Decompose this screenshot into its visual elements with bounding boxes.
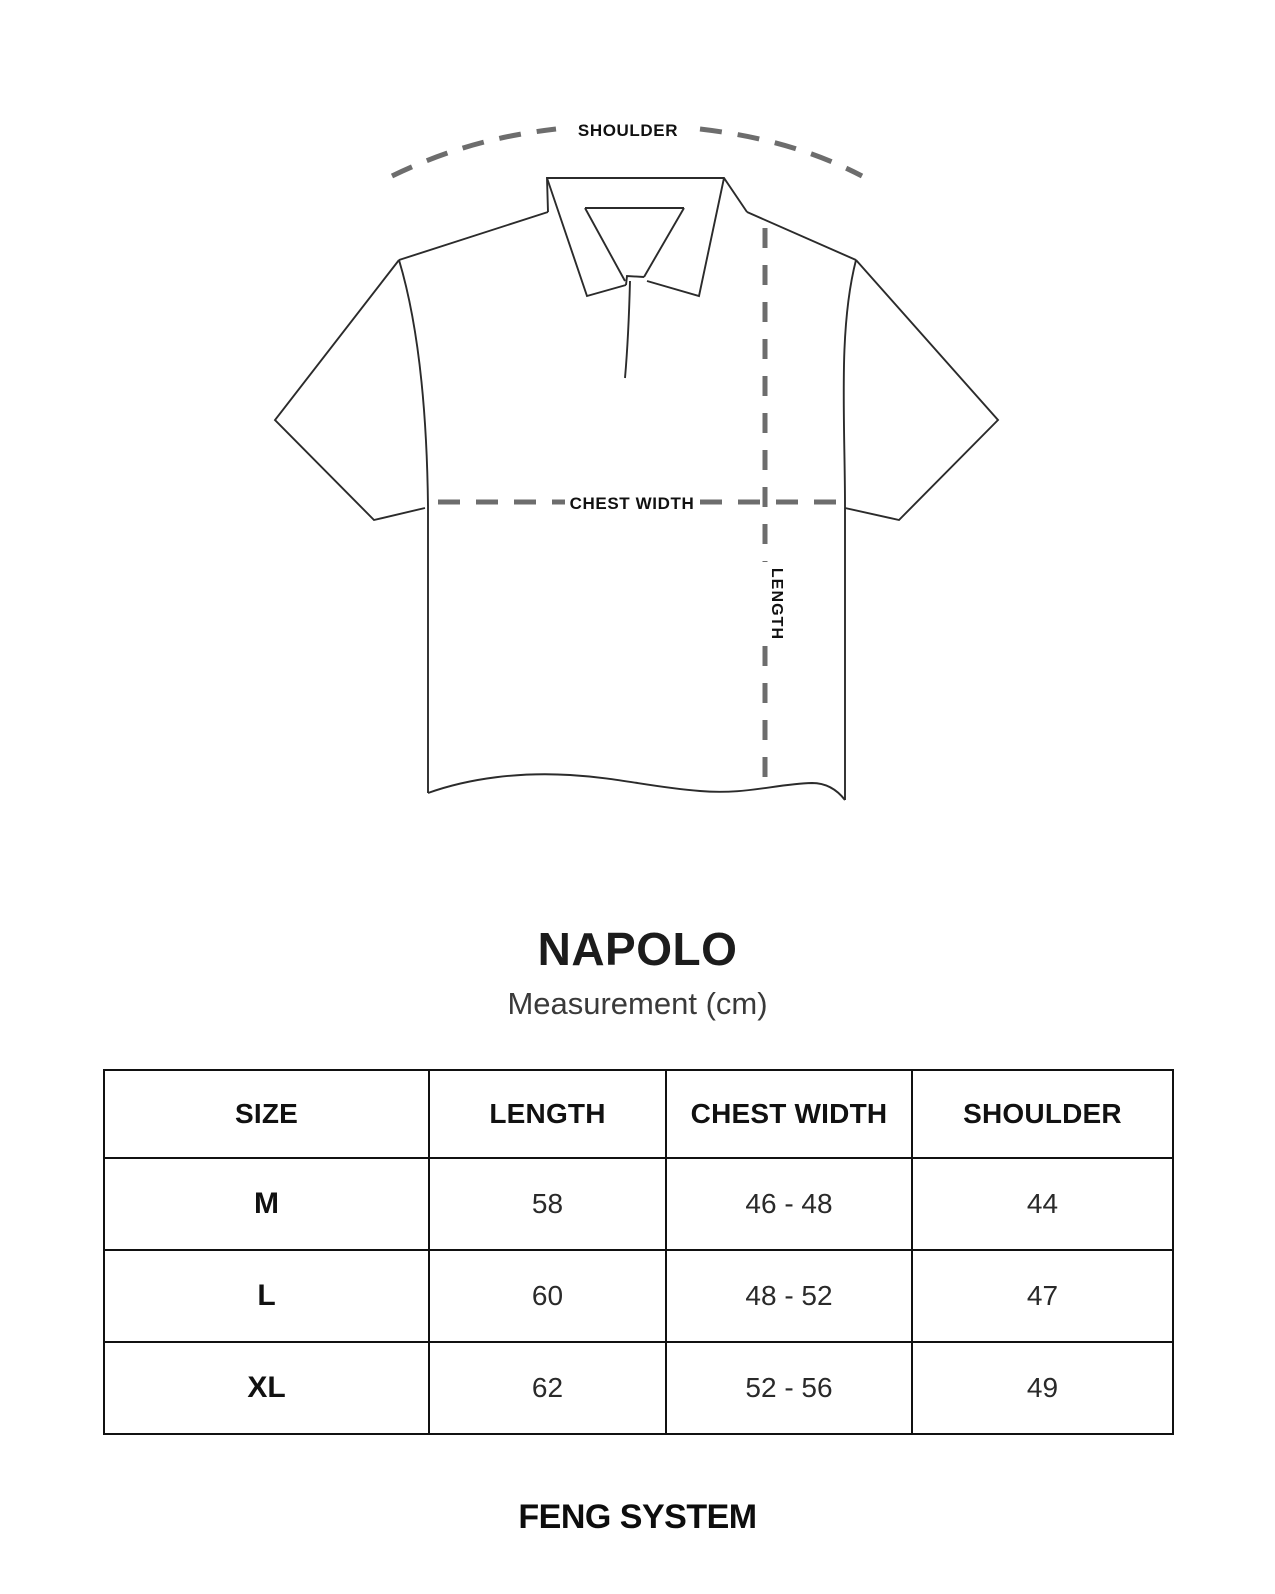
- collar-notch: [626, 276, 644, 285]
- table-row: [104, 1342, 1173, 1434]
- hem: [428, 774, 845, 800]
- collar-flap-right: [647, 178, 724, 296]
- shoulder-arc-left: [392, 129, 556, 176]
- measurement-subtitle: Measurement (cm): [507, 986, 768, 1022]
- collar-flap-left-inner: [585, 208, 625, 281]
- column-header-size: SIZE: [104, 1070, 429, 1158]
- chest-width-label: CHEST WIDTH: [569, 494, 695, 513]
- column-header-length: LENGTH: [429, 1070, 666, 1158]
- table-row: [104, 1158, 1173, 1250]
- length-label: LENGTH: [768, 567, 785, 641]
- cell-length: 58: [429, 1158, 666, 1250]
- collar-flap-left: [547, 178, 626, 296]
- cell-chest-width: 46 - 48: [666, 1158, 912, 1250]
- cell-shoulder: 47: [912, 1250, 1173, 1342]
- cell-size: M: [104, 1158, 429, 1250]
- cell-size: L: [104, 1250, 429, 1342]
- cell-chest-width: 48 - 52: [666, 1250, 912, 1342]
- table-header-row: [104, 1070, 1173, 1158]
- collar-flap-right-inner: [644, 208, 684, 277]
- cell-size: XL: [104, 1342, 429, 1434]
- shoulder-label: SHOULDER: [577, 121, 679, 140]
- cell-shoulder: 49: [912, 1342, 1173, 1434]
- size-table-container: [103, 1069, 1172, 1435]
- table-row: [104, 1250, 1173, 1342]
- size-table: [103, 1069, 1174, 1435]
- footer: [0, 1498, 1275, 1537]
- placket: [625, 281, 630, 378]
- right-armhole: [844, 260, 856, 506]
- column-header-chest-width: CHEST WIDTH: [666, 1070, 912, 1158]
- right-sleeve: [845, 260, 998, 520]
- cell-length: 62: [429, 1342, 666, 1434]
- product-title: NAPOLO: [537, 923, 738, 975]
- column-header-shoulder: SHOULDER: [912, 1070, 1173, 1158]
- left-shoulder-seam: [399, 212, 548, 260]
- brand-name: FENG SYSTEM: [518, 1498, 757, 1536]
- title-block: [0, 925, 1275, 1021]
- cell-length: 60: [429, 1250, 666, 1342]
- left-sleeve: [275, 260, 425, 520]
- cell-shoulder: 44: [912, 1158, 1173, 1250]
- left-armhole: [399, 260, 428, 506]
- cell-chest-width: 52 - 56: [666, 1342, 912, 1434]
- shoulder-arc-right: [700, 129, 862, 176]
